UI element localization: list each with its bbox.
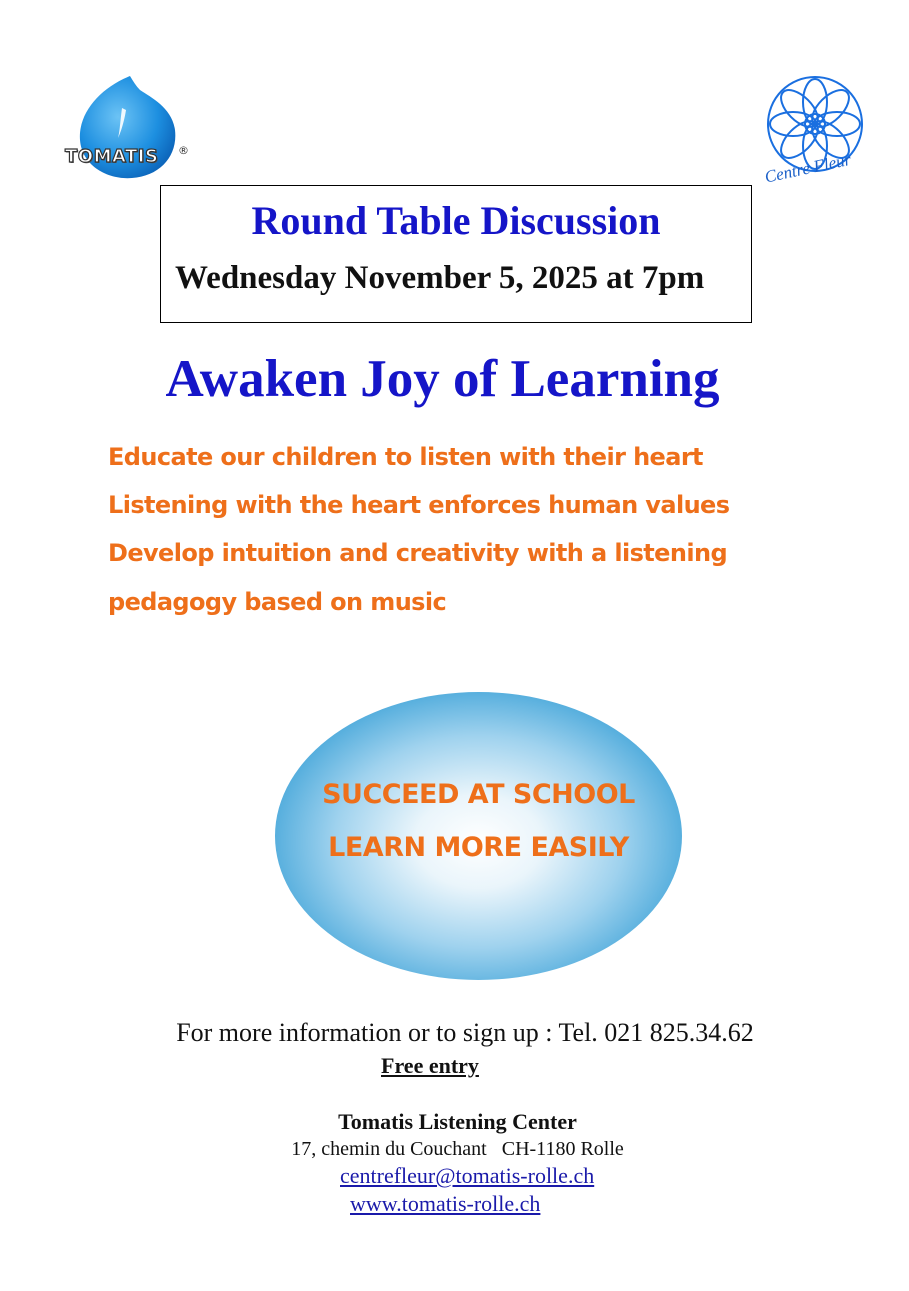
center-name: Tomatis Listening Center [338,1109,577,1134]
event-header-box [160,185,752,323]
tagline-2: Listening with the heart enforces human values [108,491,730,519]
tomatis-logo [60,68,195,183]
tagline-3: Develop intuition and creativity with a listening [108,539,728,567]
email-link[interactable]: centrefleur@tomatis-rolle.ch [340,1163,595,1188]
oval-line-2: LEARN MORE EASILY [328,832,629,863]
free-entry: Free entry [381,1053,479,1078]
tomatis-logo-text: TOMATIS [65,146,159,167]
event-date: Wednesday November 5, 2025 at 7pm [175,260,705,296]
event-title: Round Table Discussion [251,198,661,243]
tagline-1: Educate our children to listen with their heart [108,443,703,471]
oval-line-1: SUCCEED AT SCHOOL [322,779,635,810]
registered-mark: ® [178,144,189,157]
centre-fleur-logo [755,72,885,197]
headline: Awaken Joy of Learning [165,350,720,408]
address: 17, chemin du Couchant CH-1180 Rolle [291,1138,624,1160]
contact-info: For more information or to sign up : Tel. 021 825.34.62 [176,1018,754,1047]
tagline-4: pedagogy based on music [108,588,447,616]
centre-fleur-logo-text: Centre Fleur [763,149,853,187]
website-link[interactable]: www.tomatis-rolle.ch [350,1191,541,1216]
highlight-oval [275,692,682,980]
